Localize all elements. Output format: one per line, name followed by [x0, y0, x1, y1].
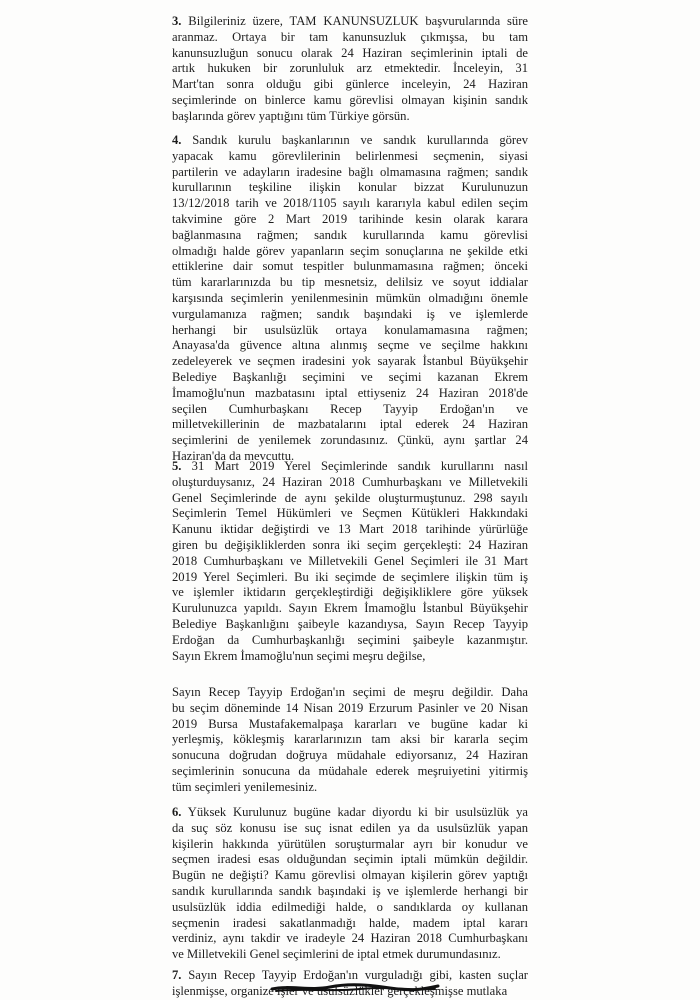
- text-line: [172, 617, 528, 633]
- line-text: 13/12/2018 tarih ve 2018/1105 sayılı kararıyla kabul edilen seçim: [172, 196, 528, 211]
- text-line: [172, 649, 528, 665]
- line-text: Sandık kurulu başkanlarının ve sandık kurullarında görev: [181, 133, 528, 147]
- line-text: Seçimlerin Temel Hükümleri ve Seçmen Kütükleri Hakkındaki: [172, 506, 528, 521]
- text-line: [172, 307, 528, 323]
- line-text: artık hukuken bir zorunluluk arz etmektedir. İnceleyin, 31: [172, 61, 528, 76]
- line-text: ve Milletvekili Genel seçimlerini de iptal etmek durumundasınız.: [172, 947, 501, 962]
- text-line: [172, 433, 528, 449]
- line-text: sandık kurullarında sandık başındaki iş ve işlemlerde herhangi bir: [172, 883, 528, 898]
- line-text: yapacak kamu görevlilerinin belirlenmesi seçmenin, siyasi: [172, 148, 528, 163]
- line-text: Yüksek Kurulunuz bugüne kadar diyordu ki bir usulsüzlük ya: [181, 805, 528, 819]
- text-line: [172, 748, 528, 764]
- text-line: [172, 354, 528, 370]
- redaction-scribble: [270, 979, 440, 993]
- line-text: takvimine göre 2 Mart 2019 tarihinde kesin olarak karara: [172, 211, 528, 226]
- line-text: seçimlerinin sonucuna da müdahale ederek meşruiyetini yitirmiş: [172, 763, 528, 778]
- text-line: [172, 386, 528, 402]
- text-line: [172, 323, 528, 339]
- line-text: oluşturduysanız, 24 Haziran 2018 Cumhurbaşkanı ve Milletvekili: [172, 474, 528, 489]
- paragraph-3: [172, 14, 528, 125]
- line-text: Genel Seçimlerinde de aynı şekilde oluşturmuştunuz. 298 sayılı: [172, 490, 528, 505]
- text-line: [172, 46, 528, 62]
- line-text: seçmen iradesi esas olduğundan seçimin iptali mümkün değildir.: [172, 852, 528, 867]
- text-line: [172, 77, 528, 93]
- line-text: ettiklerine dair somut tespitler bulunmamasına rağmen; önceki: [172, 259, 528, 274]
- text-line: [172, 852, 528, 868]
- text-line: [172, 244, 528, 260]
- text-line: [172, 570, 528, 586]
- line-text: başlarında görev yaptığını tüm Türkiye görsün.: [172, 108, 410, 123]
- text-line: [172, 701, 528, 717]
- line-text: karşısında seçimlerin yenilenmesinin mümkün olmadığını önemle: [172, 290, 528, 305]
- line-text: partilerin ve adayların iradesine bağlı olmamasına rağmen; sandık: [172, 164, 528, 179]
- line-text: tüm kararlarınızda bu tip mesnetsiz, delilsiz ve soyut iddialar: [172, 275, 528, 290]
- text-line: [172, 522, 528, 538]
- paragraph-number: 3.: [172, 14, 182, 28]
- line-text: kişilerin hakkında yürütülen soruşturmalar ayrı bir konudur ve: [172, 836, 528, 851]
- line-text: 2019 Yerel Seçimleri. Bu iki seçimde de seçimlere ilişkin tüm iş: [172, 569, 528, 584]
- line-text: Mart'tan sonra olduğu gibi günlerce inceleyin, 24 Haziran: [172, 77, 528, 92]
- line-text: Haziran'da da mevcuttu.: [172, 448, 295, 463]
- text-line: [172, 821, 528, 837]
- line-text: herhangi bir usulsüzlük ortaya konulamamasına rağmen;: [172, 322, 528, 337]
- line-text: kurullarının teşkiline ilişkin konular bizzat Kurulunuzun: [172, 180, 528, 195]
- text-line: [172, 931, 528, 947]
- text-line: [172, 291, 528, 307]
- text-line: [172, 554, 528, 570]
- text-line: [172, 338, 528, 354]
- line-text: bağlanmasına rağmen; sandık kurullarında kamu görevlisi: [172, 227, 528, 242]
- text-line: [172, 475, 528, 491]
- text-line: [172, 506, 528, 522]
- text-line: [172, 61, 528, 77]
- text-line: [172, 916, 528, 932]
- paragraph-number: 4.: [172, 133, 182, 147]
- text-line: [172, 165, 528, 181]
- line-text: Sayın Ekrem İmamoğlu'nun seçimi meşru değilse,: [172, 648, 426, 663]
- line-text: seçilen Cumhurbaşkanı Recep Tayyip Erdoğan'ın ve: [172, 401, 528, 416]
- line-text: da suç söz konusu ise suç isnat edilen ya da usulsüzlük yapan: [172, 820, 528, 835]
- text-line: [172, 868, 528, 884]
- text-line: [172, 417, 528, 433]
- line-text: giren bu değişikliklerden sonra iki seçim gerçekleşti: 24 Haziran: [172, 537, 528, 552]
- text-line: [172, 402, 528, 418]
- text-line: [172, 149, 528, 165]
- paragraph-6: [172, 805, 528, 963]
- text-line: [172, 93, 528, 109]
- text-line: [172, 133, 528, 149]
- line-text: Sayın Recep Tayyip Erdoğan'ın vurguladığı gibi, kasten suçlar: [181, 968, 528, 982]
- text-line: [172, 538, 528, 554]
- line-text: verdiniz, aynı takdir ve iradeyle 24 Haziran 2018 Cumhurbaşkanı: [172, 931, 528, 946]
- paragraph-4: [172, 133, 528, 465]
- text-line: [172, 212, 528, 228]
- line-text: usulsüzlük iddia edilmediği halde, o sandıklarda oy kullanan: [172, 899, 528, 914]
- text-line: [172, 196, 528, 212]
- line-text: Sayın Recep Tayyip Erdoğan'ın seçimi de meşru değildir. Daha: [172, 685, 528, 699]
- line-text: Anayasa'da güvence altına alınmış seçme ve seçilme hakkını: [172, 338, 528, 353]
- line-text: bu seçim döneminde 14 Nisan 2019 Erzurum Pasinler ve 20 Nisan: [172, 700, 528, 715]
- paragraph-number: 5.: [172, 459, 182, 473]
- line-text: vurgulamanıza rağmen; sandık başındaki iş ve işlemlerde: [172, 306, 528, 321]
- text-line: [172, 259, 528, 275]
- line-text: Erdoğan da Cumhurbaşkanlığı seçimini şaibeyle kazanmıştır.: [172, 632, 528, 647]
- text-line: [172, 633, 528, 649]
- text-line: [172, 491, 528, 507]
- line-text: yerleşmiş, kökleşmiş kararlarınızın tam aksi bir kararla seçim: [172, 732, 528, 747]
- line-text: Kurulunuzca yapıldı. Sayın Ekrem İmamoğlu İstanbul Büyükşehir: [172, 601, 528, 616]
- line-text: 2019 Bursa Mustafakemalpaşa kararları ve bugüne kadar ki: [172, 716, 528, 731]
- text-line: [172, 717, 528, 733]
- line-text: Bugün ne değişti? Kamu görevlisi olmayan kişilerin görev yaptığı: [172, 868, 528, 883]
- line-text: sonucuna doğrudan doğruya müdahale ediyorsanız, 24 Haziran: [172, 748, 528, 763]
- text-line: [172, 732, 528, 748]
- text-line: [172, 228, 528, 244]
- text-line: [172, 459, 528, 475]
- line-text: Belediye Başkanlığı seçimini ve seçimi kazanan Ekrem: [172, 369, 528, 384]
- line-text: Kanunu iktidar değiştirdi ve 13 Mart 2018 tarihinde yürürlüğe: [172, 522, 528, 537]
- text-line: [172, 884, 528, 900]
- line-text: zedeleyerek ve seçmen iradesini yok sayarak İstanbul Büyükşehir: [172, 354, 528, 369]
- text-line: [172, 109, 528, 125]
- line-text: İmamoğlu'nun mazbatasını iptal ettiyseniz 24 Haziran 2018'de: [172, 385, 528, 400]
- paragraph-number: 7.: [172, 968, 182, 982]
- line-text: seçimlerinde on binlerce kamu görevlisi olmayan kişinin sandık: [172, 92, 528, 107]
- line-text: 31 Mart 2019 Yerel Seçimlerinde sandık kurullarını nasıl: [181, 459, 528, 473]
- line-text: aranmaz. Ortaya bir tam kanunsuzluk çıkmışsa, bu tam: [172, 29, 528, 44]
- text-line: [172, 900, 528, 916]
- line-text: Bilgileriniz üzere, TAM KANUNSUZLUK başvurularında süre: [181, 14, 528, 28]
- paragraph-number: 6.: [172, 805, 182, 819]
- text-line: [172, 764, 528, 780]
- line-text: tüm seçimleri yenilemesiniz.: [172, 779, 318, 794]
- text-line: [172, 14, 528, 30]
- line-text: seçimlerini de yenilemek zorundasınız. Çünkü, aynı şartlar 24: [172, 433, 528, 448]
- text-line: [172, 947, 528, 963]
- line-text: 2018 Cumhurbaşkanı ve Milletvekili Genel Seçimleri ile 31 Mart: [172, 553, 528, 568]
- text-line: [172, 805, 528, 821]
- text-line: [172, 370, 528, 386]
- line-text: ve işlemler iktidarın gerçekleştirdiği değişikliklere göre yüksek: [172, 585, 528, 600]
- line-text: işlenmişse, organize işler ve usulsüzlükler gerçekleşmişse mutlaka: [172, 983, 508, 998]
- line-text: milletvekillerinin de mazbatalarını iptal ederek 24 Haziran: [172, 417, 528, 432]
- line-text: seçmenin iradesi sakatlanmadığı halde, madem iptal kararı: [172, 915, 528, 930]
- text-line: [172, 585, 528, 601]
- text-line: [172, 30, 528, 46]
- text-line: [172, 837, 528, 853]
- paragraph-5: [172, 459, 528, 664]
- line-text: Belediye Başkanlığını şaibeyle kazandıysa, Sayın Recep Tayyip: [172, 616, 528, 631]
- text-line: [172, 601, 528, 617]
- line-text: olmadığı halde görev yapanların seçim sonuçlarına ne şekilde etki: [172, 243, 528, 258]
- text-line: [172, 275, 528, 291]
- line-text: kanunsuzluğun sonucu olarak 24 Haziran seçimlerinin iptali de: [172, 45, 528, 60]
- text-line: [172, 780, 528, 796]
- text-line: [172, 180, 528, 196]
- paragraph-5-continued: [172, 685, 528, 796]
- text-line: [172, 685, 528, 701]
